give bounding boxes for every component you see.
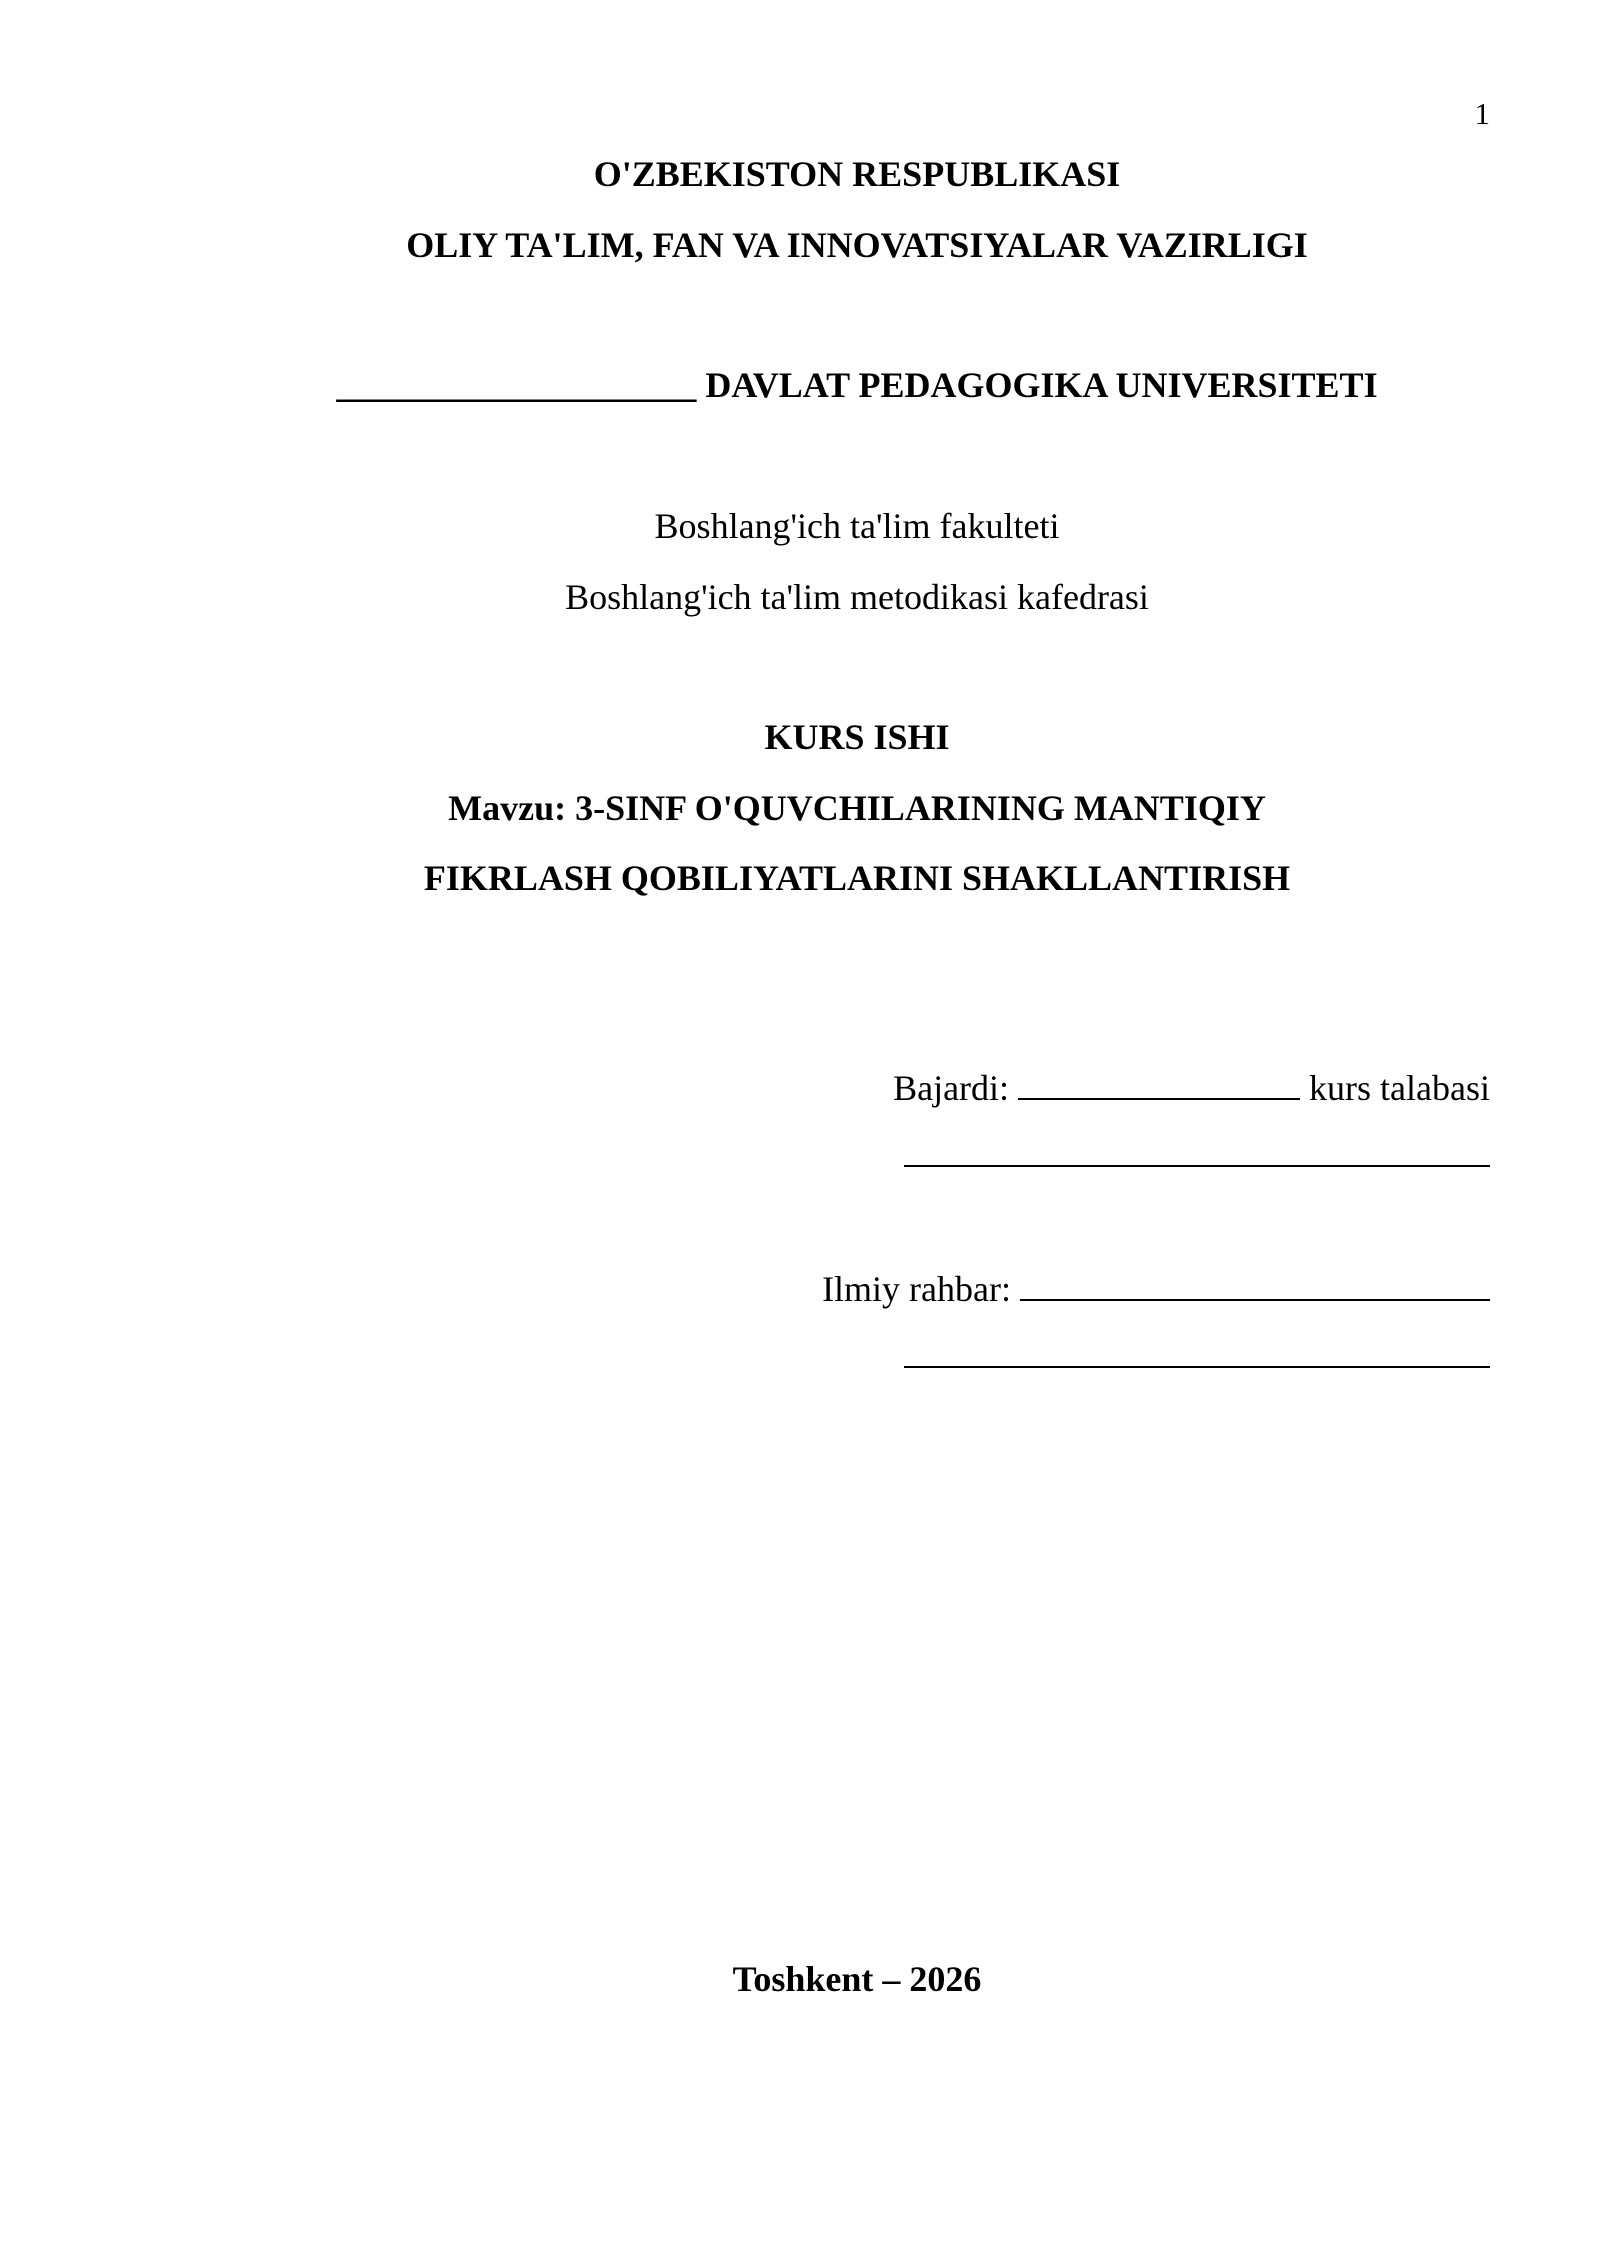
chair-name: Boshlang'ich ta'lim metodikasi kafedrasi (565, 577, 1149, 617)
university-name-blank: ____________________ (336, 365, 697, 405)
republic-heading: O'ZBEKISTON RESPUBLIKASI (593, 154, 1121, 194)
performer-name-underline (904, 1165, 1490, 1167)
supervisor-title-blank (1020, 1299, 1490, 1301)
work-type-title: KURS ISHI (764, 717, 950, 757)
performer-name-blank (904, 1134, 1490, 1177)
performer-label: Bajardi: (893, 1068, 1010, 1108)
faculty-name: Boshlang'ich ta'lim fakulteti (654, 506, 1060, 546)
supervisor-line (822, 1268, 1490, 1311)
performer-group-blank (1018, 1098, 1300, 1100)
supervisor-name-blank (904, 1335, 1490, 1378)
supervisor-name-underline (904, 1366, 1490, 1368)
university-heading (0, 364, 1600, 407)
topic-line-1: Mavzu: 3-SINF O'QUVCHILARINING MANTIQIY (448, 788, 1266, 828)
ministry-heading: OLIY TA'LIM, FAN VA INNOVATSIYALAR VAZIRLIGI (406, 225, 1308, 265)
supervisor-label: Ilmiy rahbar: (822, 1269, 1011, 1309)
university-name: DAVLAT PEDAGOGIKA UNIVERSITETI (705, 365, 1378, 405)
page-number: 1 (1474, 96, 1490, 131)
performer-line (893, 1067, 1490, 1110)
performer-suffix: kurs talabasi (1309, 1068, 1490, 1108)
city-year: Toshkent – 2026 (732, 1959, 982, 1999)
topic-line-2: FIKRLASH QOBILIYATLARINI SHAKLLANTIRISH (423, 858, 1291, 898)
